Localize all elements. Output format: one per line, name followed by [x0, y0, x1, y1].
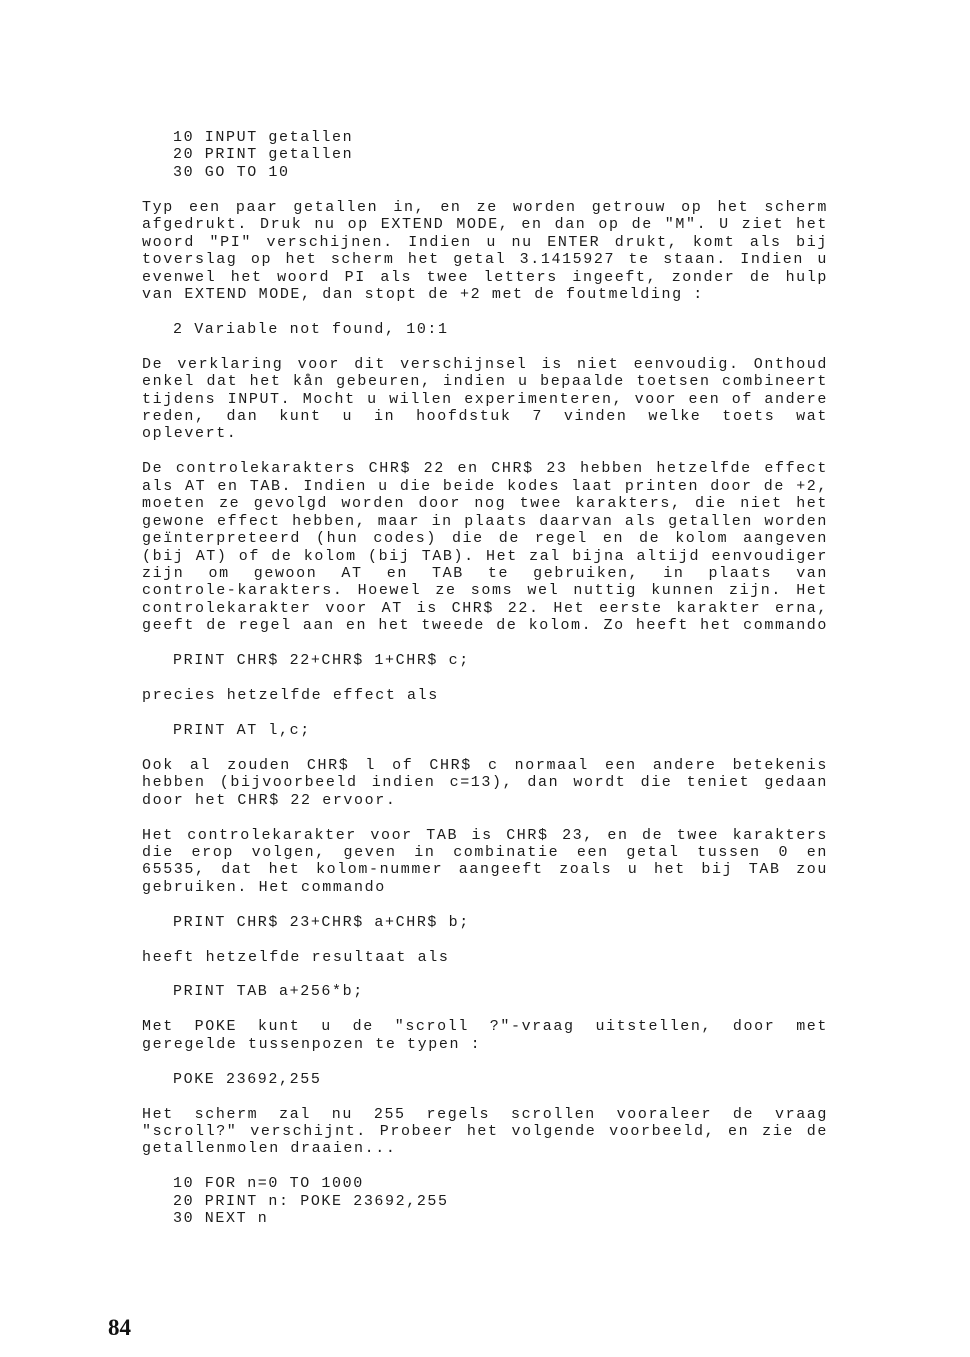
paragraph-line: geeft de regel aan en het tweede de kolom. Zo heeft het commando: [142, 617, 828, 635]
code-line: PRINT AT l,c;: [173, 721, 311, 739]
code-listing: [142, 129, 828, 181]
paragraph-line: reden, dan kunt u in hoofdstuk 7 vinden welke toets wat: [142, 408, 828, 425]
paragraph-line: moeten ze gevolgd worden door nog twee karakters, die niet het: [142, 495, 828, 513]
paragraph-line: geregelde tussenpozen te typen :: [142, 1035, 482, 1053]
paragraph-line: 65535, dat het kolom-nummer aangeeft zoals u het bij TAB zou: [142, 861, 828, 879]
paragraph: [142, 199, 828, 304]
paragraph-line: van EXTEND MODE, dan stopt de +2 met de foutmelding :: [142, 285, 704, 303]
paragraph-line: gebruiken. Het commando: [142, 878, 386, 896]
paragraph-line: woord "PI" verschijnen. Indien u nu ENTER drukt, komt als bij: [142, 233, 828, 251]
paragraph-line: De controlekarakters CHR$ 22 en CHR$ 23 hebben hetzelfde effect: [142, 460, 828, 478]
code-line: 10 FOR n=0 TO 1000: [173, 1175, 364, 1193]
paragraph-line: die erop volgen, geven in combinatie een getal tussen 0 en: [142, 843, 828, 861]
paragraph-line: Typ een paar getallen in, en ze worden getrouw op het scherm: [142, 198, 828, 216]
paragraph-line: controlekarakter voor AT is CHR$ 22. Het eerste karakter erna,: [142, 599, 828, 617]
paragraph-line: evenwel het woord PI als twee letters ingeeft, zonder de hulp: [142, 268, 828, 286]
error-message: [142, 321, 828, 338]
code-line: 30 GO TO 10: [173, 163, 290, 181]
paragraph-line: Het scherm zal nu 255 regels scrollen vooraleer de vraag: [142, 1105, 828, 1123]
code-line: PRINT TAB a+256*b;: [173, 983, 364, 1001]
paragraph-line: controle-karakters. Hoewel ze soms wel nuttig kunnen zijn. Het: [142, 582, 828, 600]
paragraph: [142, 687, 828, 704]
code-line: 2 Variable not found, 10:1: [173, 320, 449, 338]
code-line: 30 NEXT n: [173, 1210, 269, 1228]
code-listing: [142, 914, 828, 931]
paragraph-line: gewone effect hebben, maar in plaats daarvan als getallen worden: [142, 512, 828, 530]
code-line: POKE 23692,255: [173, 1070, 322, 1088]
code-line: 10 INPUT getallen: [173, 129, 354, 146]
paragraph: [142, 1106, 828, 1158]
code-listing: [142, 983, 828, 1000]
paragraph-line: Ook al zouden CHR$ l of CHR$ c normaal een andere betekenis: [142, 756, 828, 774]
paragraph: [142, 1018, 828, 1053]
code-line: 20 PRINT n: POKE 23692,255: [173, 1192, 449, 1210]
paragraph: [142, 827, 828, 897]
paragraph-line: enkel dat het kån gebeuren, indien u bepaalde toetsen combineert: [142, 373, 828, 391]
paragraph-line: tijdens INPUT. Mocht u willen experimenteren, voor een of andere: [142, 390, 828, 408]
paragraph-line: door het CHR$ 22 ervoor.: [142, 791, 397, 809]
code-listing: [142, 722, 828, 739]
paragraph: [142, 949, 828, 966]
code-listing: [142, 652, 828, 669]
paragraph-line: precies hetzelfde effect als: [142, 687, 439, 704]
page-body: [142, 129, 828, 1228]
paragraph-line: (bij AT) of de kolom (bij TAB). Het zal bijna altijd eenvoudiger: [142, 547, 828, 565]
paragraph-line: Het controlekarakter voor TAB is CHR$ 23, en de twee karakters: [142, 826, 828, 844]
paragraph-line: zijn om gewoon AT en TAB te gebruiken, in plaats van: [142, 564, 828, 582]
code-line: 20 PRINT getallen: [173, 146, 354, 164]
paragraph-line: heeft hetzelfde resultaat als: [142, 948, 450, 966]
paragraph-line: Met POKE kunt u de "scroll ?"-vraag uitstellen, door met: [142, 1018, 828, 1036]
paragraph-line: afgedrukt. Druk nu op EXTEND MODE, en dan op de "M". U ziet het: [142, 216, 828, 234]
paragraph-line: "scroll?" verschijnt. Probeer het volgende voorbeeld, en zie de: [142, 1122, 828, 1140]
paragraph-line: hebben (bijvoorbeeld indien c=13), dan wordt die teniet gedaan: [142, 774, 828, 792]
paragraph-line: als AT en TAB. Indien u die beide kodes laat printen door de +2,: [142, 477, 828, 495]
paragraph-line: getallenmolen draaien...: [142, 1140, 397, 1158]
page-number: 84: [108, 1315, 131, 1340]
code-listing: [142, 1071, 828, 1088]
paragraph-line: geïnterpreteerd (hun codes) die de regel en de kolom aangeven: [142, 530, 828, 548]
paragraph-line: oplevert.: [142, 425, 238, 443]
code-line: PRINT CHR$ 23+CHR$ a+CHR$ b;: [173, 913, 470, 931]
code-listing: [142, 1175, 828, 1227]
code-line: PRINT CHR$ 22+CHR$ 1+CHR$ c;: [173, 652, 470, 670]
paragraph-line: De verklaring voor dit verschijnsel is niet eenvoudig. Onthoud: [142, 355, 828, 373]
paragraph: [142, 356, 828, 443]
paragraph: [142, 460, 828, 634]
paragraph: [142, 757, 828, 809]
paragraph-line: toverslag op het scherm het getal 3.1415927 te staan. Indien u: [142, 251, 828, 269]
